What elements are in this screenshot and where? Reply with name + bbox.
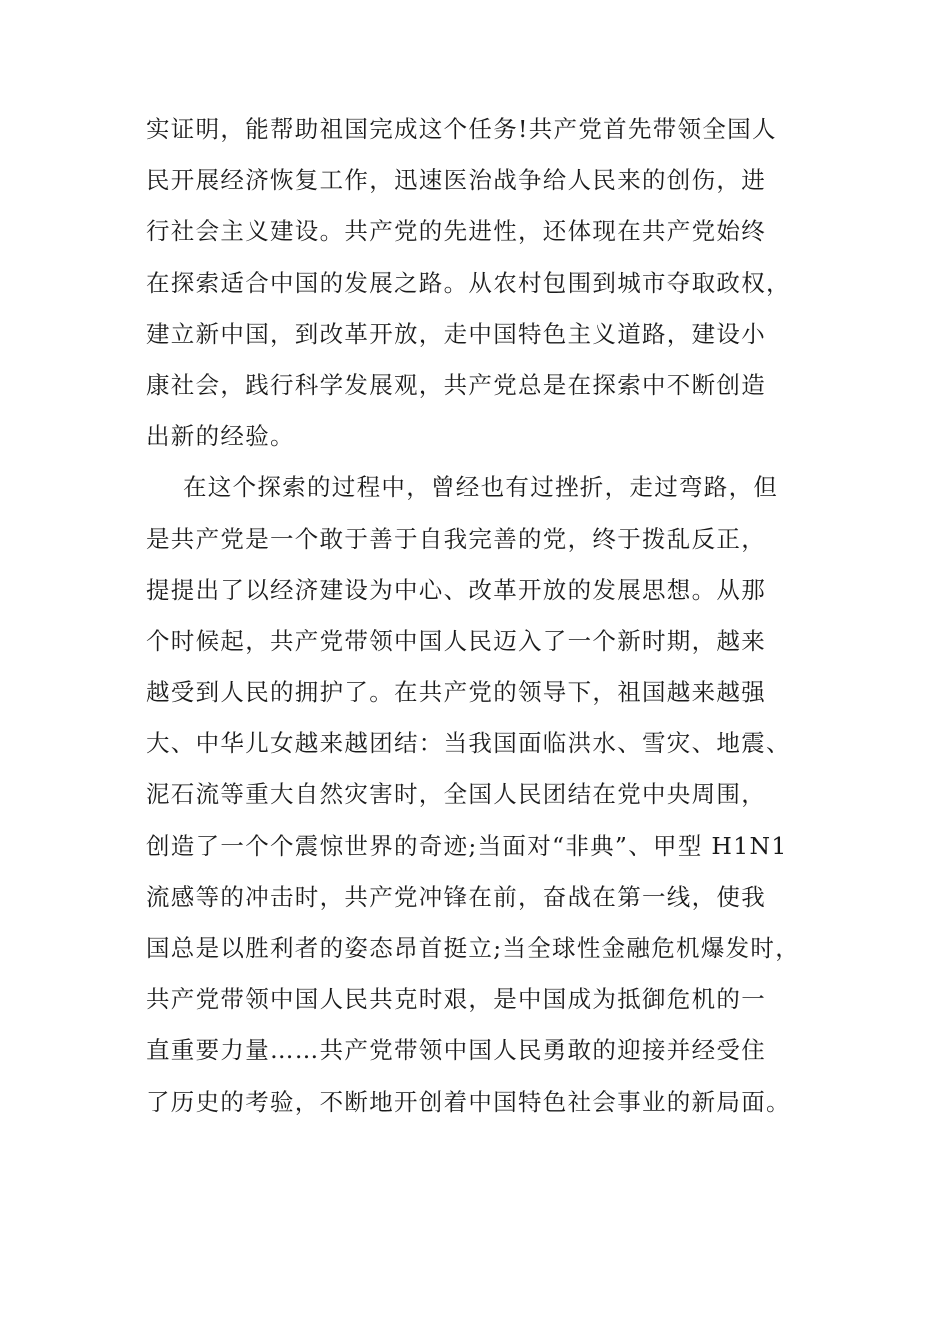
text-line: 大、中华儿女越来越团结：当我国面临洪水、雪灾、地震、 bbox=[146, 729, 791, 758]
text-line: 提提出了以经济建设为中心、改革开放的发展思想。从那 bbox=[146, 575, 766, 604]
text-line: 是共产党是一个敢于善于自我完善的党，终于拨乱反正， bbox=[146, 524, 766, 553]
text-line-indented: 在这个探索的过程中，曾经也有过挫折，走过弯路，但 bbox=[183, 473, 779, 502]
text-line: 国总是以胜利者的姿态昂首挺立;当全球性金融危机爆发时， bbox=[146, 934, 801, 962]
text-line: 共产党带领中国人民共克时艰，是中国成为抵御危机的一 bbox=[146, 985, 766, 1014]
text-line: 个时候起，共产党带领中国人民迈入了一个新时期，越来 bbox=[146, 626, 766, 655]
text-line: 泥石流等重大自然灾害时，全国人民团结在党中央周围， bbox=[146, 780, 766, 809]
text-line: 了历史的考验，不断地开创着中国特色社会事业的新局面。 bbox=[146, 1087, 791, 1116]
paragraph-2 bbox=[146, 462, 826, 1179]
text-line: 实证明，能帮助祖国完成这个任务!共产党首先带领全国人 bbox=[146, 115, 777, 143]
text-line: 民开展经济恢复工作，迅速医治战争给人民来的创伤，进 bbox=[146, 166, 766, 195]
text-line: 行社会主义建设。共产党的先进性，还体现在共产党始终 bbox=[146, 217, 766, 246]
text-line bbox=[146, 1128, 826, 1179]
text-line: 在探索适合中国的发展之路。从农村包围到城市夺取政权， bbox=[146, 268, 791, 297]
text-line: 越受到人民的拥护了。在共产党的领导下，祖国越来越强 bbox=[146, 678, 766, 707]
paragraph-1 bbox=[146, 104, 826, 462]
text-line: 创造了一个个震惊世界的奇迹;当面对“非典”、甲型 H1N1 bbox=[146, 831, 788, 860]
text-line: 直重要力量……共产党带领中国人民勇敢的迎接并经受住 bbox=[146, 1036, 766, 1065]
text-line: 康社会，践行科学发展观，共产党总是在探索中不断创造 bbox=[146, 370, 766, 399]
text-line: 建立新中国，到改革开放，走中国特色主义道路，建设小 bbox=[146, 319, 766, 348]
text-line: 出新的经验。 bbox=[146, 422, 295, 451]
text-line: 流感等的冲击时，共产党冲锋在前，奋战在第一线，使我 bbox=[146, 882, 766, 911]
body-text bbox=[146, 104, 826, 1179]
